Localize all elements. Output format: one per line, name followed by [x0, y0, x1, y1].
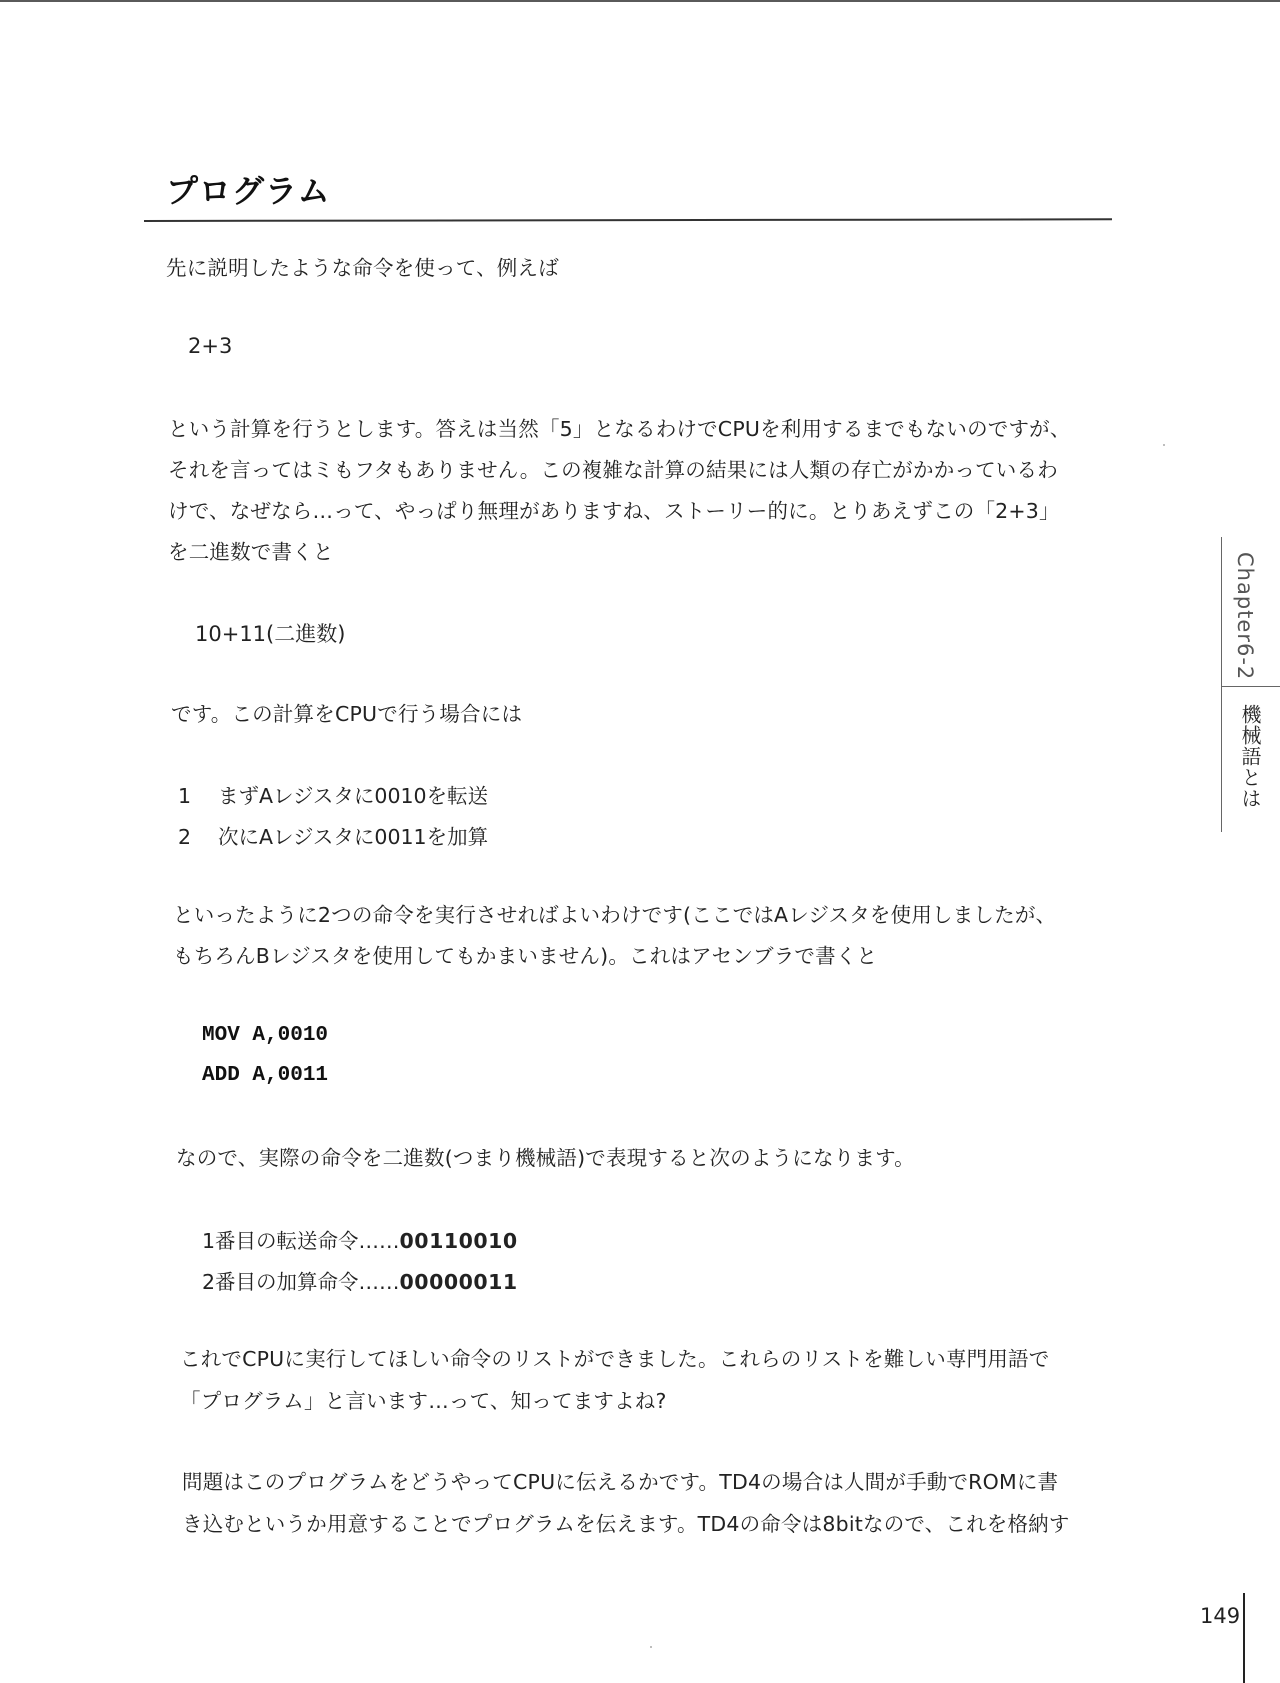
section-heading: プログラム [166, 172, 331, 210]
paragraph-line: といったように2つの命令を実行させればよいわけです(ここではAレジスタを使用しましたが、 [173, 903, 1057, 927]
binary-bits: 00000011 [399, 1270, 518, 1294]
section-tab-label: 機械語とは [1238, 704, 1262, 809]
paragraph-intro: 先に説明したような命令を使って、例えば [166, 256, 559, 280]
paragraph-cpu: です。この計算をCPUで行う場合には [171, 702, 523, 726]
page-number: 149 [1200, 1604, 1241, 1628]
paragraph-line: を二進数で書くと [168, 540, 334, 564]
step-item [178, 820, 488, 850]
binary-label: 1番目の転送命令…… [202, 1229, 400, 1253]
scan-speck [1163, 444, 1165, 446]
paragraph-line: けで、なぜなら…って、やっぱり無理がありますね、ストーリー的に。とりあえずこの「2+3」 [168, 499, 1060, 523]
equation-binary: 10+11(二進数) [195, 622, 346, 646]
paragraph-line: という計算を行うとします。答えは当然「5」となるわけでCPUを利用するまでもないのですが、 [168, 417, 1071, 441]
paragraph-line: 「プログラム」と言います…って、知ってますよね? [180, 1389, 667, 1413]
step-number: 1 [178, 784, 192, 808]
side-tab-divider [1221, 686, 1280, 687]
side-tab-line [1221, 537, 1222, 832]
step-item [178, 779, 488, 809]
step-text: 次にAレジスタに0011を加算 [218, 825, 489, 849]
binary-bits: 00110010 [399, 1229, 518, 1253]
paragraph-line: これでCPUに実行してほしい命令のリストができました。これらのリストを難しい専門用語で [180, 1347, 1050, 1371]
heading-rule [144, 218, 1112, 222]
code-line: MOV A,0010 [202, 1024, 329, 1047]
binary-instruction [202, 1224, 518, 1254]
paragraph-line: 問題はこのプログラムをどうやってCPUに伝えるかです。TD4の場合は人間が手動でROMに書 [182, 1470, 1059, 1494]
paragraph-line: それを言ってはミもフタもありません。この複雑な計算の結果には人類の存亡がかかっているわ [168, 458, 1058, 482]
page-top-edge [0, 0, 1280, 2]
code-line: ADD A,0011 [202, 1064, 329, 1087]
equation-decimal: 2+3 [188, 334, 233, 358]
paragraph-machine-code: なので、実際の命令を二進数(つまり機械語)で表現すると次のようになります。 [176, 1146, 915, 1170]
step-text: まずAレジスタに0010を転送 [218, 784, 489, 808]
page-corner-line [1243, 1593, 1245, 1683]
paragraph-line: き込むというか用意することでプログラムを伝えます。TD4の命令は8bitなので、これを格納す [182, 1512, 1070, 1536]
scan-speck [650, 1646, 652, 1648]
step-number: 2 [178, 825, 192, 849]
chapter-tab-label: Chapter6-2 [1233, 552, 1257, 681]
binary-instruction [202, 1265, 518, 1295]
paragraph-line: もちろんBレジスタを使用してもかまいません)。これはアセンブラで書くと [173, 944, 878, 968]
binary-label: 2番目の加算命令…… [202, 1270, 400, 1294]
